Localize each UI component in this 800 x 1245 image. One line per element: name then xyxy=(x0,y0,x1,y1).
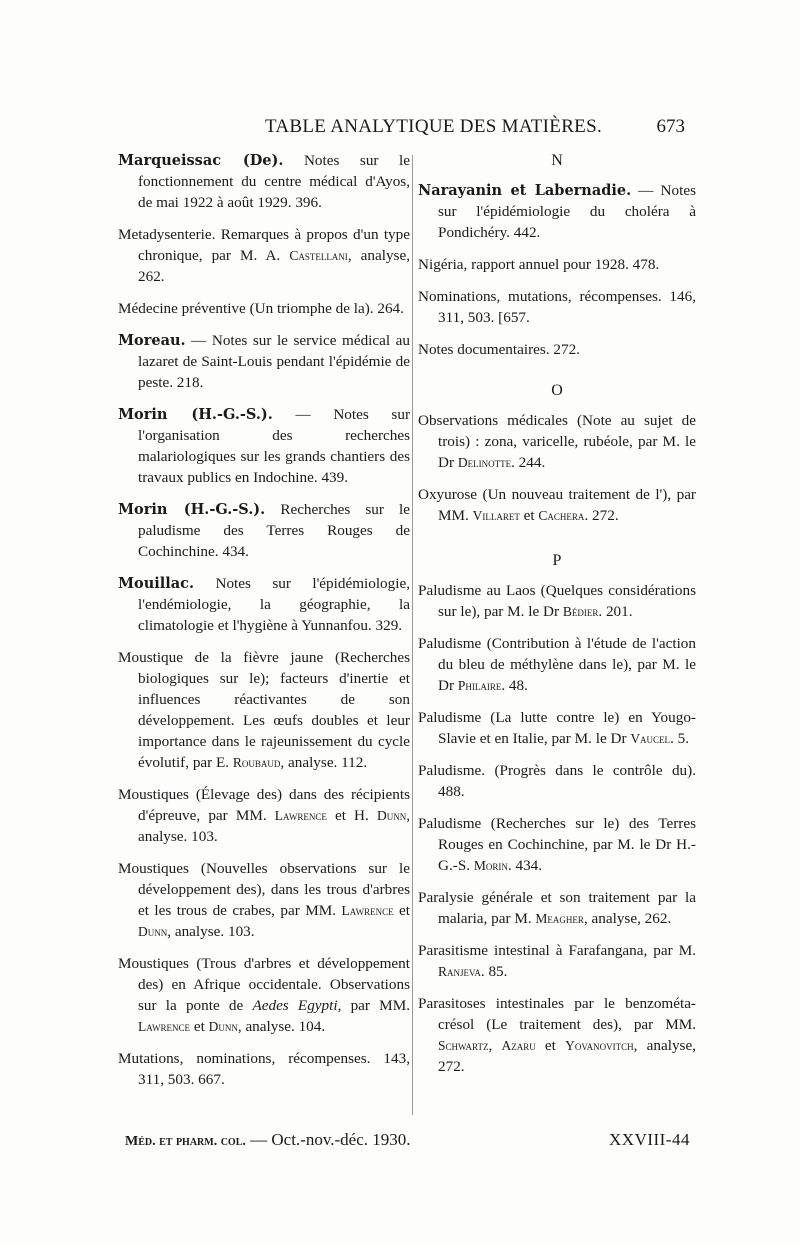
index-entry: Observations médicales (Note au sujet de trois) : zona, varicelle, rubéole, par M. le Dr Delinotte. 244. xyxy=(418,412,696,471)
section-letter-p: P xyxy=(552,552,562,569)
page-header xyxy=(120,116,685,146)
column-divider xyxy=(412,155,413,1115)
index-entry: Marqueissac (De). Notes sur le fonctionnement du centre médical d'Ayos, de mai 1922 à août 1929. 396. xyxy=(118,152,410,211)
index-entry: Nigéria, rapport annuel pour 1928. 478. xyxy=(418,256,660,273)
index-entry: Narayanin et Labernadie. — Notes sur l'épidémiologie du choléra à Pondichéry. 442. xyxy=(418,182,696,241)
section-letter-n: N xyxy=(551,152,563,169)
index-entry: Moustiques (Trous d'arbres et développement des) en Afrique occidentale. Observations sur la ponte de Aedes Egypti, par MM. Lawrence et Dunn, analyse. 104. xyxy=(118,955,410,1035)
page-number: 673 xyxy=(656,116,685,137)
index-entry: Paludisme au Laos (Quelques considérations sur le), par M. le Dr Bédier. 201. xyxy=(418,582,696,620)
left-column xyxy=(118,150,410,1101)
index-entry: Médecine préventive (Un triomphe de la). 264. xyxy=(118,300,404,317)
index-entry: Metadysenterie. Remarques à propos d'un type chronique, par M. A. Castellani, analyse, 262. xyxy=(118,226,410,285)
index-entry: Moustiques (Nouvelles observations sur le développement des), dans les trous d'arbres et les trous de crabes, par MM. Lawrence et Dunn, analyse. 103. xyxy=(118,860,410,940)
index-entry: Parasitisme intestinal à Farafangana, par M. Ranjeva. 85. xyxy=(418,942,696,980)
page-footer xyxy=(125,1130,690,1156)
index-entry: Morin (H.-G.-S.). Recherches sur le paludisme des Terres Rouges de Cochinchine. 434. xyxy=(118,501,411,560)
index-entry: Paludisme (Recherches sur le) des Terres Rouges en Cochinchine, par M. le Dr H.-G.-S. Morin. 434. xyxy=(418,815,696,874)
index-entry: Notes documentaires. 272. xyxy=(418,341,580,358)
index-entry: Paludisme (Contribution à l'étude de l'action du bleu de méthylène dans le), par M. le Dr Philaire. 48. xyxy=(418,635,696,694)
index-entry: Parasitoses intestinales par le benzométa-crésol (Le traitement des), par MM. Schwartz, Azaru et Yovanovitch, analyse, 272. xyxy=(418,995,697,1075)
index-entry: Nominations, mutations, récompenses. 146, 311, 503. [657. xyxy=(418,288,696,326)
index-entry: Moustiques (Élevage des) dans des récipients d'épreuve, par MM. Lawrence et H. Dunn, analyse. 103. xyxy=(118,786,410,845)
index-entry: Paralysie générale et son traitement par la malaria, par M. Meagher, analyse, 262. xyxy=(418,889,696,927)
page-title: TABLE ANALYTIQUE DES MATIÈRES. xyxy=(265,116,603,137)
right-column xyxy=(418,150,696,1088)
index-entry: Mutations, nominations, récompenses. 143, 311, 503. 667. xyxy=(118,1050,410,1088)
index-entry: Oxyurose (Un nouveau traitement de l'), par MM. Villaret et Cachera. 272. xyxy=(418,486,696,524)
index-entry: Paludisme (La lutte contre le) en Yougo-Slavie et en Italie, par M. le Dr Vaucel. 5. xyxy=(418,709,696,747)
index-entry: Mouillac. Notes sur l'épidémiologie, l'endémiologie, la géographie, la climatologie et l'hygiène à Yunnanfou. 329. xyxy=(118,575,410,634)
footer-signature: XXVIII-44 xyxy=(609,1130,690,1149)
section-letter-o: O xyxy=(551,382,563,399)
index-entry: Moreau. — Notes sur le service médical au lazaret de Saint-Louis pendant l'épidémie de peste. 218. xyxy=(118,332,410,391)
index-entry: Morin (H.-G.-S.). — Notes sur l'organisation des recherches malariologiques sur les grands chantiers des travaux publics en Indochine. 439. xyxy=(118,406,410,486)
index-entry: Paludisme. (Progrès dans le contrôle du). 488. xyxy=(418,762,696,800)
footer-journal: Méd. et pharm. col. — Oct.-nov.-déc. 1930. xyxy=(125,1130,411,1149)
index-entry: Moustique de la fièvre jaune (Recherches biologiques sur le); facteurs d'inertie et influences réactivantes de son développement. Les œufs doubles et leur importance dans le rajeunissement du cycle évolutif, par E. Roubaud, analyse. 112. xyxy=(118,649,410,771)
